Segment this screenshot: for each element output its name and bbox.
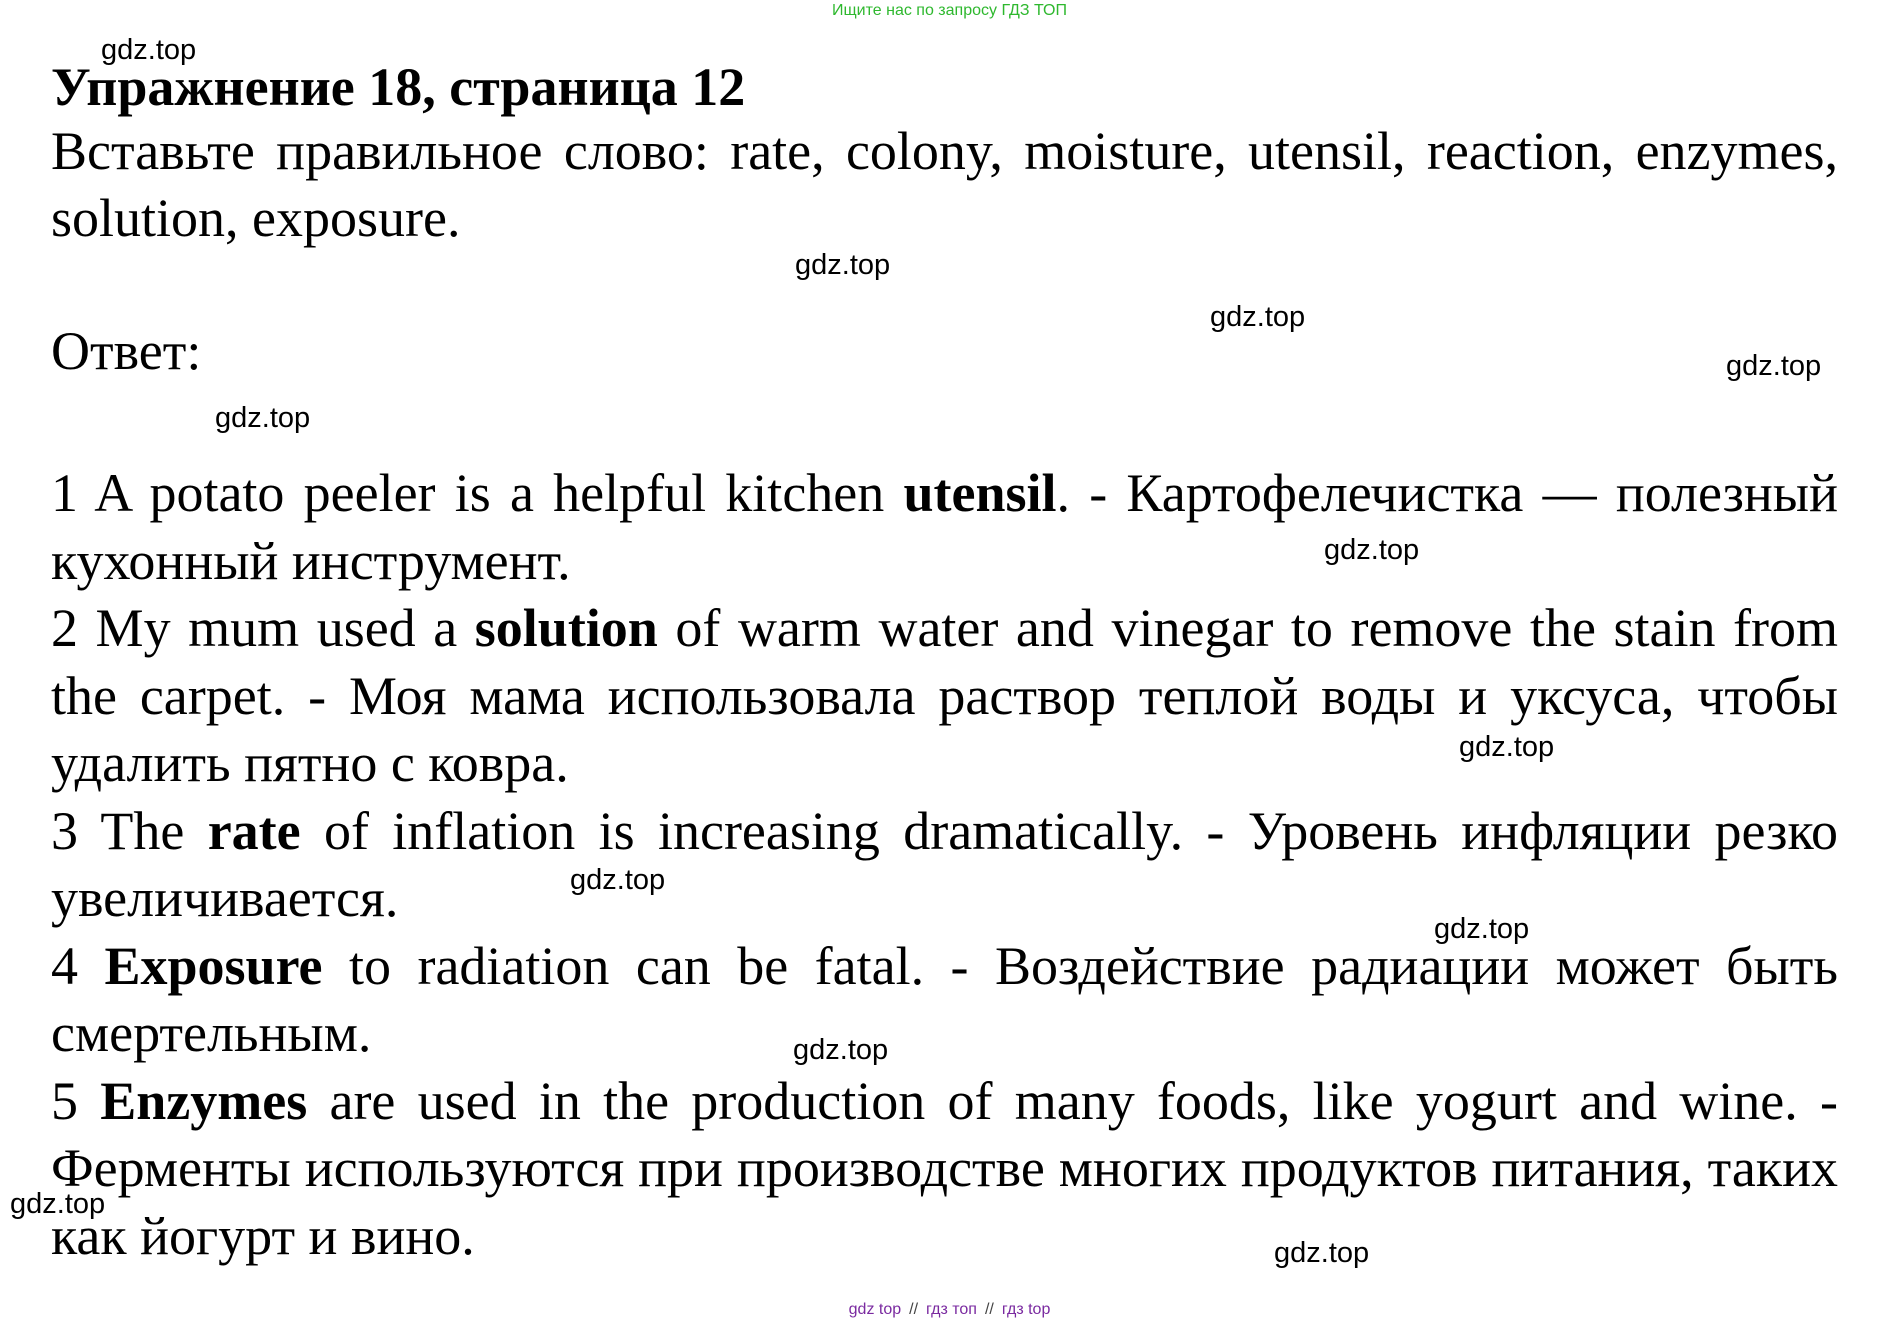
watermark: gdz.top xyxy=(1459,731,1555,763)
watermark: gdz.top xyxy=(101,34,197,66)
answer-text-after: of inflation is increasing dramatically. - Уровень инфляции резко увеличивается. xyxy=(51,800,1838,928)
watermark: gdz.top xyxy=(1324,534,1420,566)
answer-number: 4 xyxy=(51,935,78,996)
answer-text-before xyxy=(78,1071,100,1131)
answer-key-word: Exposure xyxy=(104,935,323,996)
answer-label: Ответ: xyxy=(51,321,202,381)
watermark: gdz.top xyxy=(570,864,666,896)
watermark: gdz.top xyxy=(1726,350,1822,382)
footer-link-gdz-top[interactable]: gdz top xyxy=(848,1301,902,1318)
answer-item-3 xyxy=(51,798,1838,933)
answer-text-before xyxy=(78,936,104,996)
exercise-content xyxy=(51,56,1838,1270)
answer-item-4 xyxy=(51,933,1838,1068)
answer-number: 2 xyxy=(51,598,78,658)
answer-text-after: of warm water and vinegar to remove the stain from the carpet. - Моя мама использовала раствор теплой воды и уксуса, чтобы удалить пятно с ковра. xyxy=(51,598,1838,793)
footer-links xyxy=(0,1301,1899,1319)
watermark: gdz.top xyxy=(1210,301,1306,333)
answer-item-1 xyxy=(51,460,1838,595)
answer-key-word: Enzymes xyxy=(100,1070,308,1131)
answer-text-after: to radiation can be fatal. - Воздействие радиации может быть смертельным. xyxy=(51,935,1839,1063)
watermark: gdz.top xyxy=(795,249,891,281)
answer-list xyxy=(51,460,1838,1270)
footer-link-gdz-top-mixed[interactable]: гдз top xyxy=(1001,1301,1051,1318)
exercise-title: Упражнение 18, страница 12 xyxy=(51,57,746,117)
answer-key-word: utensil xyxy=(903,463,1057,523)
exercise-task: Вставьте правильное слово: rate, colony, moisture, utensil, reaction, enzymes, solution, exposure. xyxy=(51,121,1838,248)
answer-key-word: rate xyxy=(207,800,301,861)
answer-text-before: The xyxy=(78,800,208,861)
watermark: gdz.top xyxy=(1434,913,1530,945)
answer-item-2 xyxy=(51,595,1838,798)
watermark: gdz.top xyxy=(1274,1237,1370,1269)
answer-item-5 xyxy=(51,1068,1838,1271)
footer-separator: // xyxy=(984,1301,994,1318)
footer-link-gdz-top-ru[interactable]: гдз топ xyxy=(926,1301,977,1318)
top-search-hint-link[interactable]: Ищите нас по запросу ГДЗ ТОП xyxy=(832,2,1067,19)
watermark: gdz.top xyxy=(10,1188,106,1220)
answer-number: 5 xyxy=(51,1070,78,1131)
answer-text-before: My mum used a xyxy=(78,598,475,658)
answer-text-after: . - Картофелечистка — полезный кухонный инструмент. xyxy=(51,463,1838,591)
answer-text-before: A potato peeler is a helpful kitchen xyxy=(78,463,904,523)
answer-number: 1 xyxy=(51,463,78,523)
watermark: gdz.top xyxy=(215,402,311,434)
answer-text-after: are used in the production of many foods, like yogurt and wine. - Ферменты используются при производстве многих продуктов питания, таких как йогурт и вино. xyxy=(51,1070,1838,1266)
watermark: gdz.top xyxy=(793,1034,889,1066)
answer-key-word: solution xyxy=(474,598,658,658)
answer-number: 3 xyxy=(51,800,78,861)
footer-separator: // xyxy=(909,1301,919,1318)
